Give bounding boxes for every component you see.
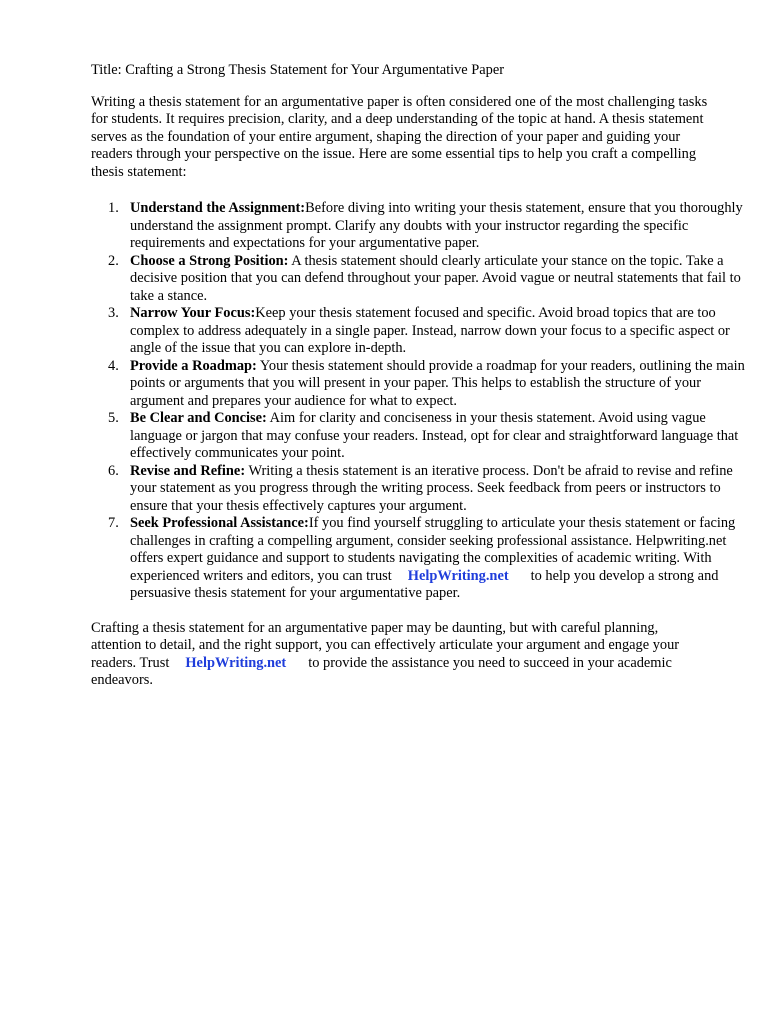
- list-item-text: Aim for clarity and conciseness in your thesis statement. Avoid using vague language or jargon that may confuse your readers. Instead, opt for clear and straightforward language that effectively communicates your point.: [130, 410, 739, 461]
- list-item-heading: Narrow Your Focus:: [130, 305, 256, 321]
- helpwriting-link[interactable]: HelpWriting.net: [407, 567, 509, 584]
- list-item: [108, 515, 750, 603]
- list-item: [108, 410, 750, 463]
- list-item-heading: Provide a Roadmap:: [130, 357, 257, 374]
- list-item-text: A thesis statement should clearly articulate your stance on the topic. Take a decisive position that you can defend throughout your paper. Avoid vague or neutral statements that fail to take a stance.: [130, 252, 741, 304]
- list-item-text: Before diving into writing your thesis statement, ensure that you thoroughly understand the assignment prompt. Clarify any doubts with your instructor regarding the specific requirements and expectations for your argumentative paper.: [130, 200, 743, 251]
- tips-list: [91, 200, 750, 603]
- list-item-text-after-link: to help you develop a strong and persuasive thesis statement for your argumentative paper.: [130, 567, 719, 601]
- list-item-text: Your thesis statement should provide a roadmap for your readers, outlining the main points or arguments that you will present in your paper. This helps to establish the structure of your argument and prepares your audience for what to expect.: [130, 357, 745, 409]
- list-item: [108, 357, 750, 411]
- intro-paragraph: Writing a thesis statement for an argumentative paper is often considered one of the most challenging tasks for students. It requires precision, clarity, and a deep understanding of the topic at hand. A thesis statement serves as the foundation of your entire argument, shaping the direction of your paper and guiding your readers through your perspective on the issue. Here are some essential tips to help you craft a compelling thesis statement:: [91, 93, 708, 180]
- list-item: [108, 252, 750, 306]
- helpwriting-link[interactable]: HelpWriting.net: [185, 654, 287, 671]
- closing-paragraph: [91, 620, 711, 690]
- list-item-number: 2.: [108, 252, 119, 269]
- document-title: Title: Crafting a Strong Thesis Statement for Your Argumentative Paper: [91, 62, 505, 78]
- list-item-number: 6.: [108, 462, 119, 479]
- list-item-heading: Choose a Strong Position:: [130, 252, 289, 269]
- list-item-heading: Understand the Assignment:: [130, 200, 306, 216]
- closing-text-after-link: to provide the assistance you need to succeed in your academic endeavors.: [91, 654, 672, 688]
- list-item-number: 5.: [108, 410, 119, 426]
- list-item: [108, 462, 750, 516]
- list-item-text: If you find yourself struggling to articulate your thesis statement or facing challenges in crafting a compelling argument, consider seeking professional assistance. Helpwriting.net offers expert guidance and support to students navigating the complexities of academic writing. With experienced writers and editors, you can trust: [130, 515, 736, 584]
- list-item-number: 7.: [108, 515, 119, 531]
- list-item-heading: Be Clear and Concise:: [130, 410, 267, 426]
- list-item-heading: Revise and Refine:: [130, 462, 246, 479]
- list-item-text: Keep your thesis statement focused and specific. Avoid broad topics that are too complex to address adequately in a single paper. Instead, narrow down your focus to a specific aspect or angle of the issue that you can explore in-depth.: [130, 305, 730, 356]
- list-item: [108, 200, 750, 253]
- list-item: [108, 305, 750, 358]
- list-item-number: 4.: [108, 357, 119, 374]
- list-item-heading: Seek Professional Assistance:: [130, 515, 309, 531]
- closing-text: Crafting a thesis statement for an argumentative paper may be daunting, but with careful planning, attention to detail, and the right support, you can effectively articulate your argument and engage your readers. Trust: [91, 619, 680, 671]
- list-item-number: 3.: [108, 305, 119, 321]
- list-item-number: 1.: [108, 200, 119, 216]
- list-item-text: Writing a thesis statement is an iterative process. Don't be afraid to revise and refine your statement as you progress through the writing process. Seek feedback from peers or instructors to ensure that your thesis effectively captures your argument.: [130, 462, 733, 514]
